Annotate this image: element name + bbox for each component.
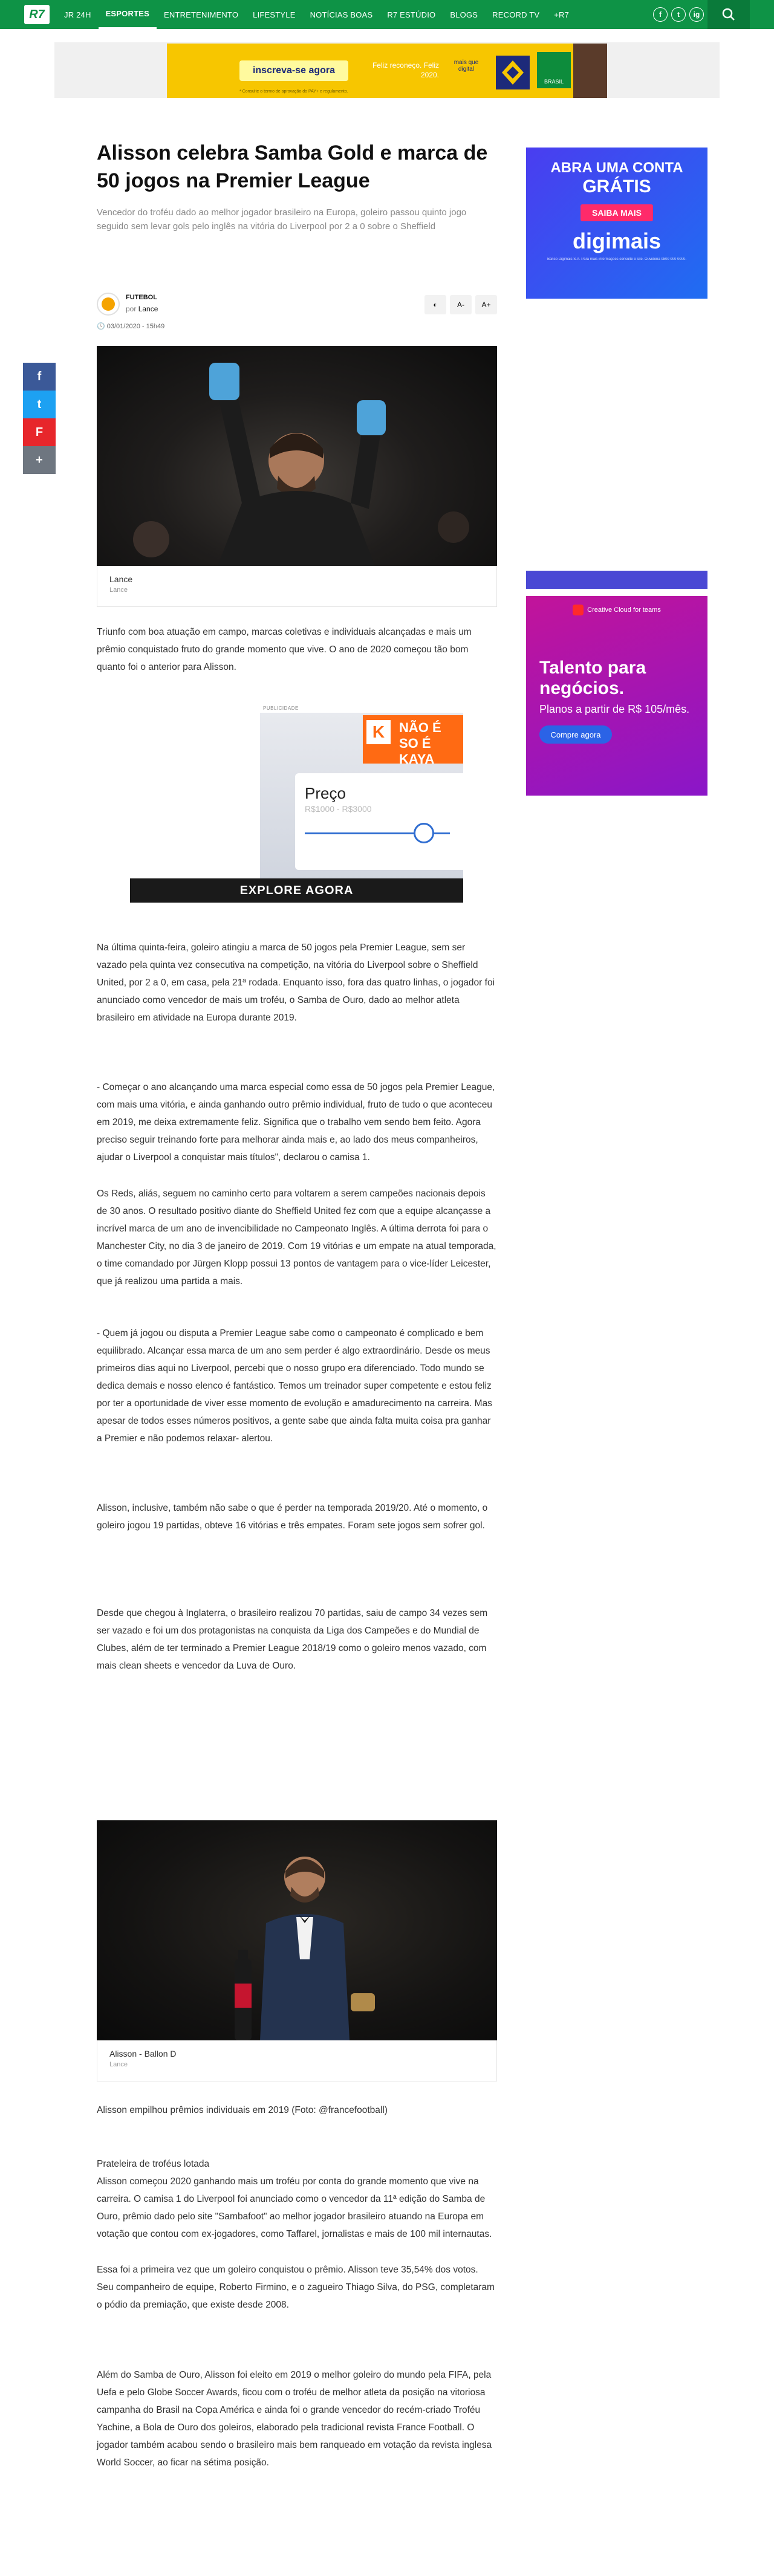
nav-link-mais-r7[interactable]: +R7 [554,10,570,19]
price-slider-knob[interactable] [414,823,434,843]
brasil-flag [537,52,571,88]
article-author: Lance [138,305,158,313]
share-facebook-button[interactable]: f [23,363,56,391]
price-range: R$1000 - R$3000 [305,804,372,814]
nav-link-record-tv[interactable]: RECORD TV [492,10,540,19]
award-photo [97,1820,497,2040]
article-meta [97,288,497,324]
photo-2-credit: Lance [109,2061,128,2068]
nav-link-esportes[interactable]: ESPORTES [99,0,157,29]
kayak-logo: K [366,720,391,744]
article-photo-1 [97,346,497,607]
side-ad-1-button[interactable]: SAIBA MAIS [580,204,653,221]
paragraph-3: - Começar o ano alcançando uma marca especial como essa de 50 jogos pela Premier League, com mais uma vitória, e ainda ganhando outro prêmio individual, fruto de tudo o que aconteceu em 2019, me deixa extremamente feliz. Significa que o trabalho vem sendo bem feito. Agora preciso seguir treinando forte para melhorar ainda mais e, ao lado dos meus companheiros, ajudar o Liverpool a conquistar mais títulos", declarou o camisa 1. [97,1082,495,1163]
paragraph-6: Alisson, inclusive, também não sabe o que é perder na temporada 2019/20. Até o momento, o goleiro jogou 19 partidas, obteve 16 vitórias e três empates. Foram sete jogos sem sofrer gol. [97,1503,488,1531]
paragraph-8: Alisson começou 2020 ganhando mais um troféu por conta do grande momento que vive na carreira. O camisa 1 do Liverpool foi anunciado como o vencedor da 11ª edição do Samba de Ouro, prêmio dado pelo site "Sambafoot" ao melhor jogador brasileiro atuando na Europa em votação que contou com ex-jogadores, como Taffarel, jornalistas e mais de 100 mil internautas. [97,2176,492,2239]
side-ad-2-body [526,596,707,796]
paragraph-7: Desde que chegou à Inglaterra, o brasileiro realizou 70 partidas, saiu de campo 34 vezes sem ser vazado e foi um dos protagonistas na conquista da Liga dos Campeões e do Mundial de Clubes, além de ter terminado a Premier League 2018/19 como o goleiro menos vazado, com mais clean sheets e vencedor da Luva de Ouro. [97,1608,488,1671]
nav-link-entretenimento[interactable]: ENTRETENIMENTO [163,10,239,19]
ad-label: PUBLICIDADE [263,706,299,711]
top-ad-cta: mais que digital [454,59,479,73]
share-flipboard-button[interactable]: F [23,418,56,446]
side-ad-1-line-2: GRÁTIS [582,177,651,196]
goalkeeper-photo [97,346,497,566]
reading-tools [424,295,497,314]
nav-link-r7-estudio[interactable]: R7 ESTÚDIO [387,10,436,19]
ad-photo [573,44,607,98]
paragraph-5: - Quem já jogou ou disputa a Premier League sabe como o campeonato é complicado e bem equilibrado. Alcançar essa marca de um ano sem perder é algo extraordinário. Desde os meus primeiros dias aqui no Liverpool, percebi que o nosso grupo era diferenciado. Todo mundo se dedica demais e nosso elenco é fantástico. Temos um treinador super competente e estou feliz por ter a oportunidade de viver esse momento de evolução e amadurecimento na carreira. Mas apesar de todos esses números positivos, a gente sabe que ainda falta muita coisa pra ganhar a Premier e não podemos relaxar- alertou. [97,1328,492,1444]
article-date: 🕓 03/01/2020 - 15h49 [97,323,165,330]
photo-2-caption [97,2040,497,2081]
adobe-logo [539,605,694,615]
nav-links [57,0,576,29]
nav-link-lifestyle[interactable]: LIFESTYLE [253,10,296,19]
ball-icon [102,297,115,311]
price-card [295,773,463,870]
article-photo-2 [97,1820,497,2081]
r7-logo[interactable]: R7 [24,5,50,24]
search-icon [722,8,735,21]
social-links [653,7,704,22]
ad-headline: NÃO É SO É KAYA [363,715,463,764]
nav-link-blogs[interactable]: BLOGS [450,10,478,19]
sidebar-ad-adobe[interactable] [526,571,707,794]
side-ad-2-product: Creative Cloud for teams [587,606,661,614]
article-category[interactable]: FUTEBOL [126,294,157,301]
article-subtitle: Vencedor do troféu dado ao melhor jogador brasileiro na Europa, goleiro passou quinto jogo seguido sem levar gols pelo inglês na vitória do Liverpool por 2 a 0 sobre o Sheffield [97,207,467,232]
top-navigation [0,0,774,29]
paragraph-2: Na última quinta-feira, goleiro atingiu a marca de 50 jogos pela Premier League, sem ser vazado pela quinta vez consecutiva na competição, na vitória do Liverpool sobre o Sheffield United, por 2 a 0, em casa, pela 21ª rodada. Enquanto isso, fora das quatro linhas, o jogador foi anunciado como vencedor de mais um troféu, o Samba de Ouro, dado ao melhor atleta brasileiro em atividade na Europa durante 2019. [97,942,495,1023]
article-date-text: 03/01/2020 - 15h49 [106,323,165,330]
nav-link-noticias-boas[interactable]: NOTÍCIAS BOAS [310,10,373,19]
side-ad-2-button[interactable]: Compre agora [539,725,612,744]
instagram-icon[interactable]: ig [689,7,704,22]
facebook-icon[interactable]: f [653,7,668,22]
photo-1-credit: Lance [109,586,128,594]
paragraph-4: Os Reds, aliás, seguem no caminho certo para voltarem a serem campeões nacionais depois de 30 anos. O resultado positivo diante do Sheffield United fez com que a equipe alcançasse a incrível marca de um ano de invencibilidade no Campeonato Inglês. A última derrota foi para o Manchester City, no dia 3 de janeiro de 2019. Com 19 vitórias e um empate na atual temporada, o time comandado por Jürgen Klopp possui 13 pontos de vantagem para o vice-líder Leicester, que já realizou uma partida a mais. [97,1189,496,1286]
top-ad-disclaimer: * Consulte o termo de aprovação do PAY+ e regulamento. [239,89,348,94]
top-ad-message: Feliz reconeço. Feliz 2020. [372,61,439,79]
photo-1-caption-text: Lance [109,574,133,584]
share-more-button[interactable]: + [23,446,56,474]
side-ad-2-headline: Talento para negócios. [539,658,646,698]
paragraph-10: Além do Samba de Ouro, Alisson foi eleito em 2019 o melhor goleiro do mundo pela FIFA, pela Uefa e pelo Globe Soccer Awards, ficou com o troféu de melhor atleta da posição na vitoriosa campanha do Brasil na Copa América e ainda foi o grande vencedor do recém-criado Troféu Yachine, a Bola de Ouro dos goleiros, elaborado pela tradicional revista France Football. O jogador também acabou sendo o brasileiro mais bem ranqueado em votação da revista inglesa World Soccer, ao ficar na sétima posição. [97,2370,492,2468]
explore-button[interactable]: EXPLORE AGORA [130,878,463,903]
photo-1-caption [97,566,497,607]
contrast-button[interactable]: ◐ [424,295,446,314]
side-ad-2-subline: Planos a partir de R$ 105/mês. [539,703,690,715]
paragraph-1: Triunfo com boa atuação em campo, marcas coletivas e individuais alcançadas e mais um prêmio conquistado fruto do grande momento que vive. O ano de 2020 começou tão bom quanto foi o anterior para Alisson. [97,627,472,672]
top-ad-pill[interactable]: inscreva-se agora [239,60,348,81]
nav-link-jr24h[interactable]: JR 24H [64,10,91,19]
top-ad-banner[interactable] [167,44,607,98]
font-decrease-button[interactable]: A- [450,295,472,314]
article-header [97,139,497,233]
side-ad-1-fine-print: Banco Digimais S.A. Para mais informações consulte o site. Ouvidoria 0800 000 0000. [547,258,687,261]
sidebar-ad-digimais[interactable] [526,148,707,299]
font-increase-button[interactable]: A+ [475,295,497,314]
photo-2-description: Alisson empilhou prêmios individuais em 2019 (Foto: @francefootball) [97,2105,388,2115]
ad-creative [260,713,463,888]
section-title: Prateleira de troféus lotada [97,2159,210,2169]
category-avatar [97,293,120,316]
article-byline [126,305,158,313]
byline-prefix: por [126,305,137,313]
search-button[interactable] [707,0,750,29]
bank-logo [496,56,530,89]
side-ad-1-line-1: ABRA UMA CONTA [550,160,683,176]
share-bar [23,363,56,474]
article-title: Alisson celebra Samba Gold e marca de 50 jogos na Premier League [97,141,488,192]
creative-cloud-icon [573,605,584,615]
side-ad-2-strip [526,571,707,589]
digimais-logo: digimais [572,229,662,253]
paragraph-9: Essa foi a primeira vez que um goleiro conquistou o prêmio. Alisson teve 35,54% dos votos. Seu companheiro de equipe, Roberto Firmino, e o zagueiro Thiago Silva, do PSG, completaram o pódio da premiação, que existe desde 2008. [97,2265,495,2310]
share-twitter-button[interactable]: t [23,391,56,418]
photo-2-caption-text: Alisson - Ballon D [109,2049,177,2059]
price-title: Preço [305,784,346,802]
brasil-label: BRASIL [544,79,564,85]
twitter-icon[interactable]: t [671,7,686,22]
mid-article-ad[interactable] [130,704,463,904]
